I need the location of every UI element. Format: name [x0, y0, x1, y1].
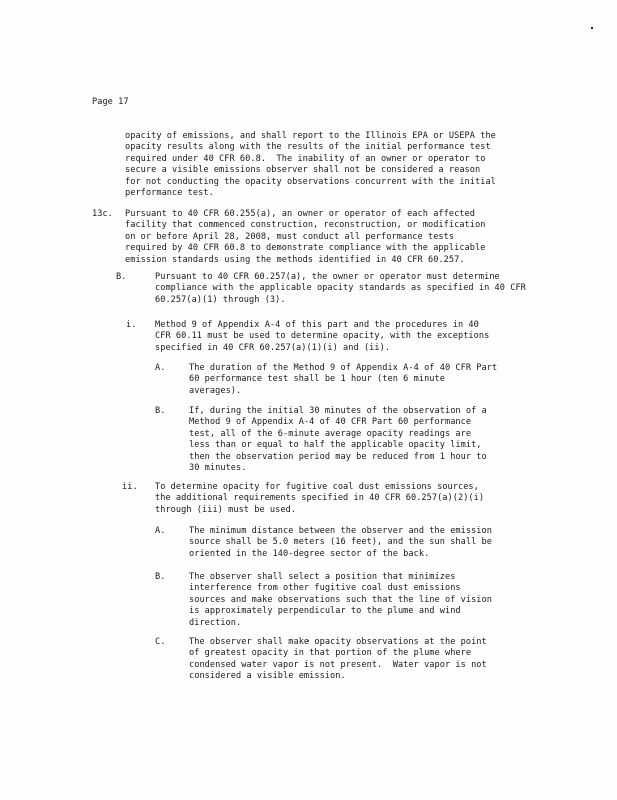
paragraph-b-number: B.: [116, 272, 127, 282]
paragraph-ii-number: ii.: [122, 482, 138, 492]
paragraph-ii-c: The observer shall make opacity observations at the point of greatest opacity in that portion of the plume where condensed water vapor is not present. Water vapor is not considered a visible emission.: [189, 637, 487, 682]
paragraph-ii-c-number: C.: [155, 637, 166, 647]
paragraph-b: Pursuant to 40 CFR 60.257(a), the owner or operator must determine compliance with the applicable opacity standards as specified in 40 CFR 60.257(a)(1) through (3).: [155, 272, 526, 305]
paragraph-i: Method 9 of Appendix A-4 of this part and the procedures in 40 CFR 60.11 must be used to determine opacity, with the exceptions specified in 40 CFR 60.257(a)(1)(i) and (ii).: [155, 320, 490, 353]
paragraph-ii: To determine opacity for fugitive coal dust emissions sources, the additional requirements specified in 40 CFR 60.257(a)(2)(i) through (iii) must be used.: [155, 482, 485, 515]
paragraph-13c: Pursuant to 40 CFR 60.255(a), an owner or operator of each affected facility that commenced construction, reconstruction, or modification on or before April 28, 2008, must conduct all performance tests required by 40 CFR 60.8 to demonstrate compliance with the applicable emission standards using the methods identified in 40 CFR 60.257.: [125, 209, 486, 265]
paragraph-i-b: If, during the initial 30 minutes of the observation of a Method 9 of Appendix A-4 of 40 CFR Part 60 performance test, all of the 6-minute average opacity readings are less than or equal to half the applicable opacity limit, then the observation period may be reduced from 1 hour to 30 minutes.: [189, 406, 487, 474]
paragraph-ii-a: The minimum distance between the observer and the emission source shall be 5.0 meters (16 feet), and the sun shall be oriented in the 140-degree sector of the back.: [189, 526, 492, 559]
paragraph-i-number: i.: [126, 320, 137, 330]
scan-mark: [591, 27, 593, 29]
paragraph-i-a-number: A.: [155, 363, 166, 373]
paragraph-ii-b-number: B.: [155, 572, 166, 582]
paragraph-i-b-number: B.: [155, 406, 166, 416]
paragraph-i-a: The duration of the Method 9 of Appendix A-4 of 40 CFR Part 60 performance test shall be 1 hour (ten 6 minute averages).: [189, 363, 498, 396]
paragraph-opacity-results: opacity of emissions, and shall report to the Illinois EPA or USEPA the opacity results along with the results of the initial performance test required under 40 CFR 60.8. The inability of an owner or operator to secure a visible emissions observer shall not be considered a reason for not conducting the opacity observations concurrent with the initial performance test.: [125, 131, 496, 199]
page-number-header: Page 17: [92, 97, 129, 107]
paragraph-13c-number: 13c.: [92, 209, 113, 219]
paragraph-ii-b: The observer shall select a position that minimizes interference from other fugitive coal dust emissions sources and make observations such that the line of vision is approximately perpendicular to the plume and wind direction.: [189, 572, 492, 628]
paragraph-ii-a-number: A.: [155, 526, 166, 536]
